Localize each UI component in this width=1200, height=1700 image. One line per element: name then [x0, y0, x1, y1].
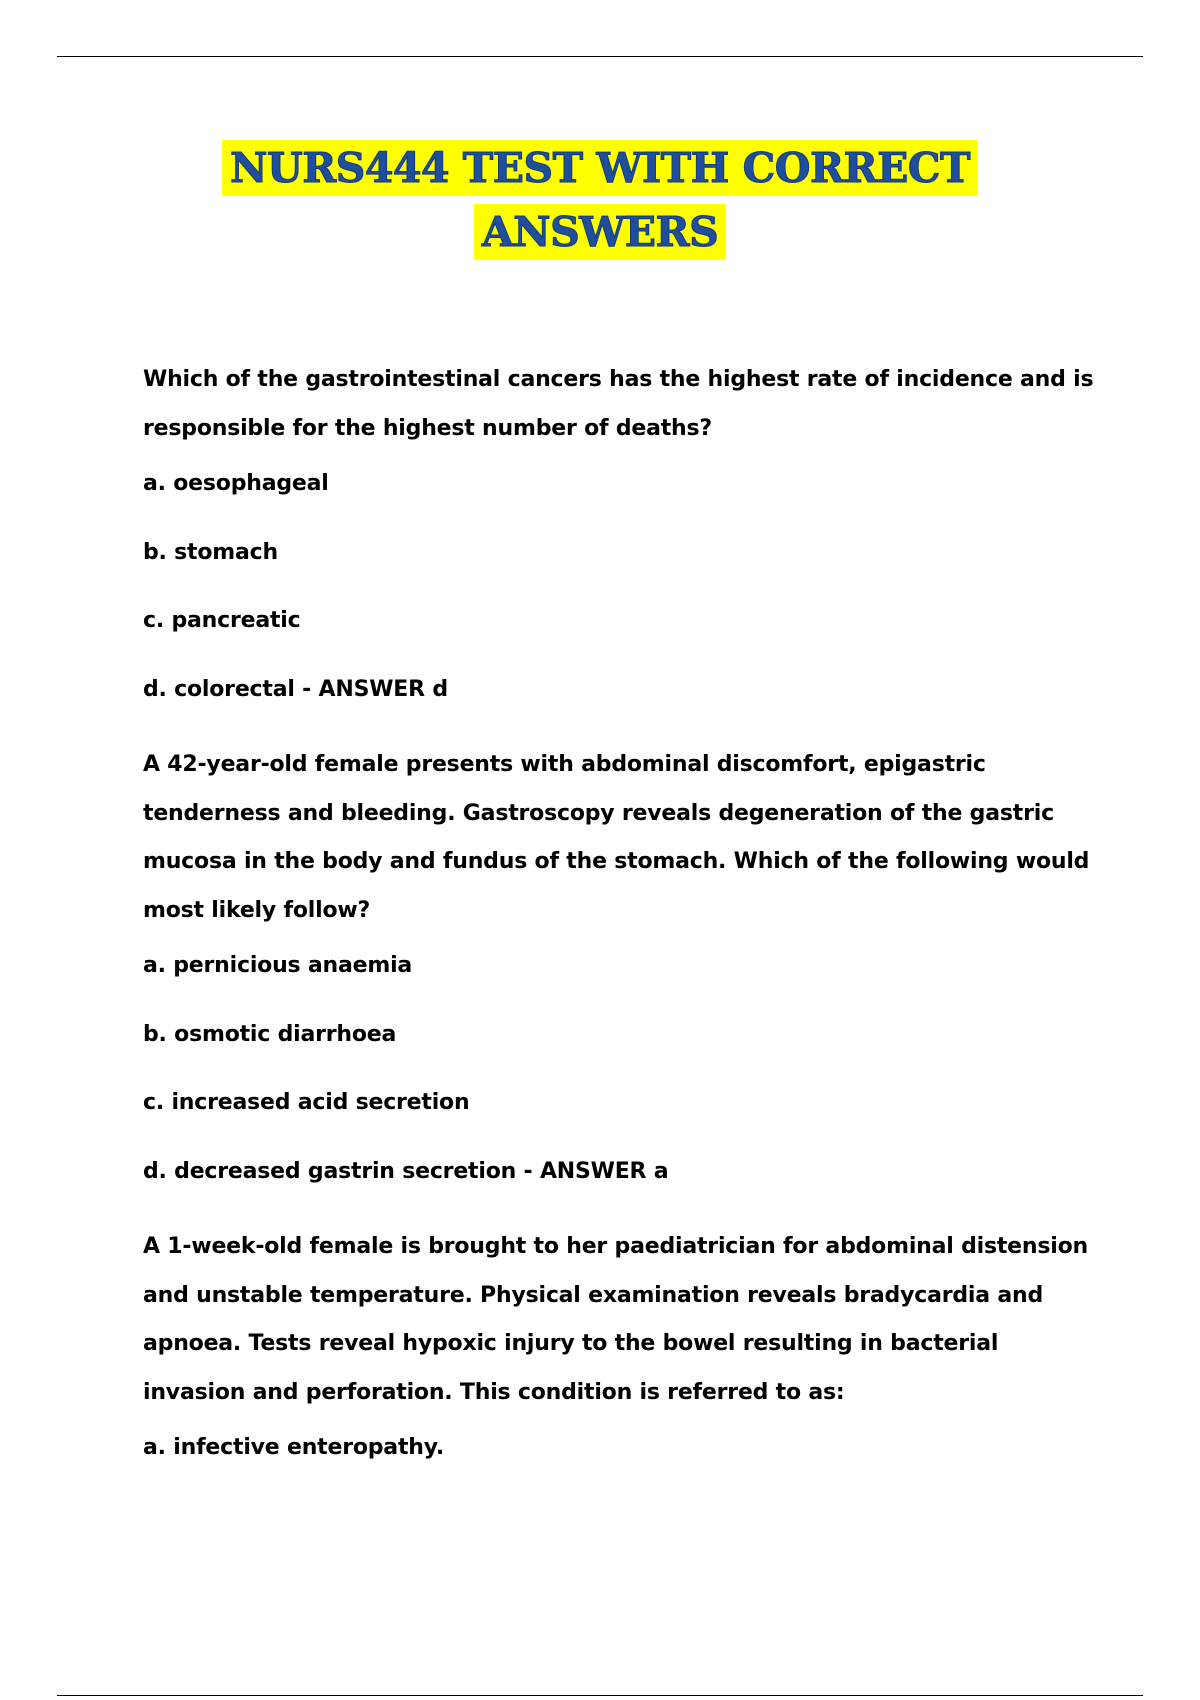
option-a: a. pernicious anaemia [143, 953, 413, 978]
question-list [143, 356, 1103, 1500]
title-line-1: NURS444 TEST WITH CORRECT [222, 140, 978, 196]
option-d-answer: d. decreased gastrin secretion - ANSWER a [143, 1158, 669, 1184]
bottom-rule [57, 1695, 1143, 1696]
question-text: A 1-week-old female is brought to her paediatrician for abdominal distension and unstable temperature. Physical examination reveals bradycardia and apnoea. Tests reveal hypoxic injury to the bowel resulting in bacterial invasion and perforation. This condition is referred to as: [143, 1234, 1088, 1405]
title-line-2: ANSWERS [474, 204, 726, 260]
option-c: c. pancreatic [143, 608, 301, 633]
document-title [0, 140, 1200, 260]
top-rule [57, 56, 1143, 57]
option-b: b. osmotic diarrhoea [143, 1021, 397, 1047]
question-text: A 42-year-old female presents with abdominal discomfort, epigastric tenderness and bleeding. Gastroscopy reveals degeneration of the gastric mucosa in the body and fundus of the stomach. Which of the following would most likely follow? [143, 752, 1090, 923]
option-d-answer: d. colorectal - ANSWER d [143, 676, 448, 702]
question-3 [143, 1223, 1103, 1465]
option-b: b. stomach [143, 539, 278, 565]
option-c: c. increased acid secretion [143, 1090, 470, 1115]
question-1 [143, 356, 1103, 707]
question-2 [143, 741, 1103, 1189]
question-text: Which of the gastrointestinal cancers has the highest rate of incidence and is responsible for the highest number of deaths? [143, 367, 1094, 441]
option-a: a. oesophageal [143, 471, 329, 496]
option-a: a. infective enteropathy. [143, 1435, 445, 1460]
